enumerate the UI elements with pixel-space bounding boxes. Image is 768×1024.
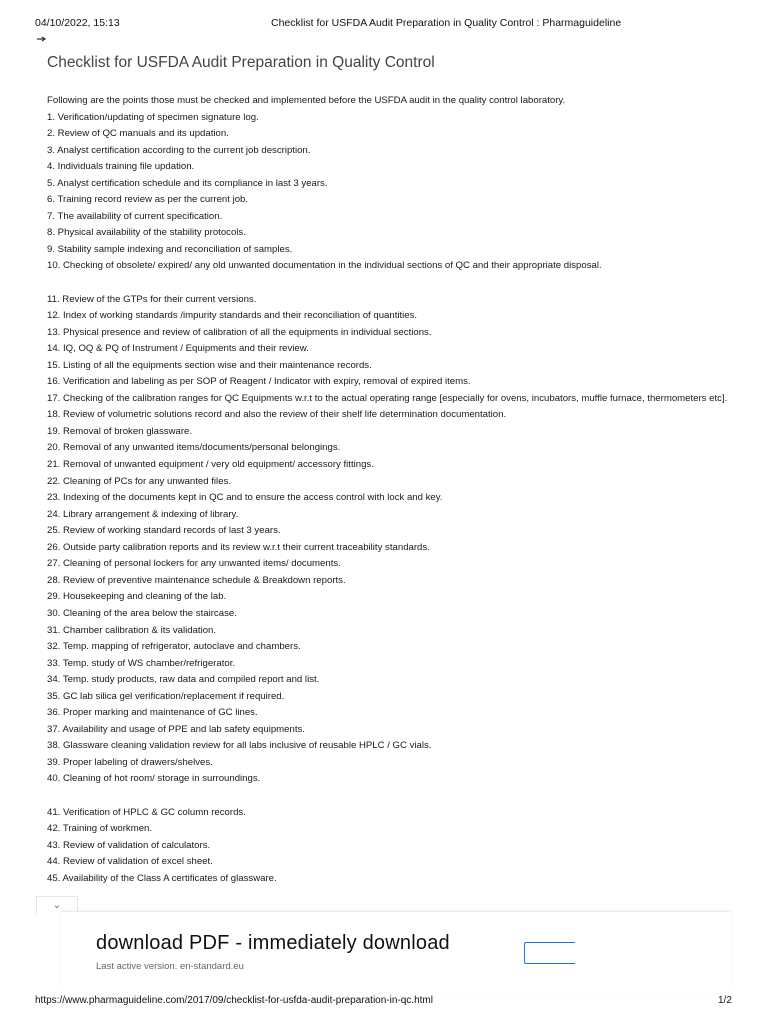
checklist-item: 11. Review of the GTPs for their current versions. <box>47 293 257 305</box>
chevron-down-icon: ⌄ <box>52 900 62 911</box>
checklist-item: 35. GC lab silica gel verification/replacement if required. <box>47 690 285 702</box>
page-number: 1/2 <box>718 995 732 1006</box>
checklist-item: 37. Availability and usage of PPE and lab safety equipments. <box>47 723 305 735</box>
checklist-item: 16. Verification and labeling as per SOP of Reagent / Indicator with expiry, removal of expired items. <box>47 376 471 388</box>
checklist-item: 9. Stability sample indexing and reconciliation of samples. <box>47 243 293 255</box>
checklist-item: 12. Index of working standards /impurity standards and their reconciliation of quantities. <box>47 310 418 322</box>
checklist-item: 33. Temp. study of WS chamber/refrigerator. <box>47 657 236 669</box>
checklist-item: 4. Individuals training file updation. <box>47 161 195 173</box>
checklist-item: 25. Review of working standard records of last 3 years. <box>47 525 281 537</box>
checklist-item: 3. Analyst certification according to the current job description. <box>47 144 311 156</box>
checklist-item: 34. Temp. study products, raw data and compiled report and list. <box>47 674 320 686</box>
ad-cta-button[interactable] <box>524 942 575 964</box>
checklist-item: 15. Listing of all the equipments section wise and their maintenance records. <box>47 359 372 371</box>
article-body <box>47 93 729 887</box>
checklist-item: 43. Review of validation of calculators. <box>47 839 211 851</box>
checklist-item: 20. Removal of any unwanted items/documents/personal belongings. <box>47 442 341 454</box>
checklist-item: 39. Proper labeling of drawers/shelves. <box>47 756 213 768</box>
checklist-item: 13. Physical presence and review of calibration of all the equipments in individual sections. <box>47 326 432 338</box>
checklist-item: 14. IQ, OQ & PQ of Instrument / Equipments and their review. <box>47 343 309 355</box>
checklist-item: 27. Cleaning of personal lockers for any unwanted items/ documents. <box>47 558 341 570</box>
checklist-item: 28. Review of preventive maintenance schedule & Breakdown reports. <box>47 574 346 586</box>
checklist-item: 5. Analyst certification schedule and its compliance in last 3 years. <box>47 177 328 189</box>
print-datetime: 04/10/2022, 15:13 <box>35 17 120 29</box>
checklist-group-1 <box>47 110 729 275</box>
checklist-item: 8. Physical availability of the stability protocols. <box>47 227 246 239</box>
checklist-item: 23. Indexing of the documents kept in QC and to ensure the access control with lock and key. <box>47 492 443 504</box>
checklist-item: 29. Housekeeping and cleaning of the lab. <box>47 591 227 603</box>
ad-subtext: Last active version. en-standard.eu <box>96 961 244 972</box>
checklist-item: 6. Training record review as per the current job. <box>47 194 249 206</box>
checklist-item: 45. Availability of the Class A certificates of glassware. <box>47 872 277 884</box>
checklist-item: 30. Cleaning of the area below the staircase. <box>47 607 237 619</box>
intro-paragraph: Following are the points those must be checked and implemented before the USFDA audit in the quality control laboratory. <box>47 95 566 106</box>
checklist-item: 40. Cleaning of hot room/ storage in surroundings. <box>47 773 261 785</box>
page-url: https://www.pharmaguideline.com/2017/09/checklist-for-usfda-audit-preparation-in-qc.html <box>35 995 433 1006</box>
checklist-item: 44. Review of validation of excel sheet. <box>47 856 213 868</box>
checklist-group-2 <box>47 292 729 788</box>
checklist-item: 10. Checking of obsolete/ expired/ any old unwanted documentation in the individual sections of QC and their appropriate disposal. <box>47 260 602 272</box>
checklist-item: 17. Checking of the calibration ranges for QC Equipments w.r.t to the actual operating range [especially for ovens, incubators, muffle furnace, thermometers etc]. <box>47 392 728 404</box>
checklist-item: 32. Temp. mapping of refrigerator, autoclave and chambers. <box>47 641 301 653</box>
checklist-item: 18. Review of volumetric solutions record and also the review of their shelf life determination documentation. <box>47 409 507 421</box>
print-footer <box>0 995 768 1009</box>
spacer <box>47 275 729 292</box>
checklist-item: 26. Outside party calibration reports and its review w.r.t their current traceability standards. <box>47 541 430 553</box>
checklist-item: 7. The availability of current specification. <box>47 210 223 222</box>
ad-banner[interactable] <box>61 911 731 992</box>
print-header <box>0 17 768 31</box>
checklist-item: 36. Proper marking and maintenance of GC lines. <box>47 707 258 719</box>
checklist-item: 2. Review of QC manuals and its updation. <box>47 128 229 140</box>
checklist-item: 21. Removal of unwanted equipment / very old equipment/ accessory fittings. <box>47 459 374 471</box>
checklist-item: 19. Removal of broken glassware. <box>47 425 193 437</box>
checklist-item: 24. Library arrangement & indexing of library. <box>47 508 239 520</box>
checklist-item: 22. Cleaning of PCs for any unwanted files. <box>47 475 231 487</box>
print-page-title: Checklist for USFDA Audit Preparation in Quality Control : Pharmaguideline <box>271 17 622 29</box>
checklist-item: 38. Glassware cleaning validation review for all labs inclusive of reusable HPLC / GC vials. <box>47 740 432 752</box>
article-title: Checklist for USFDA Audit Preparation in Quality Control <box>47 54 435 71</box>
spacer <box>47 788 729 805</box>
checklist-item: 41. Verification of HPLC & GC column records. <box>47 806 246 818</box>
ad-headline[interactable]: download PDF - immediately download <box>96 932 450 954</box>
checklist-group-3 <box>47 805 729 888</box>
checklist-item: 1. Verification/updating of specimen signature log. <box>47 111 259 123</box>
checklist-item: 42. Training of workmen. <box>47 823 153 835</box>
site-logo-icon <box>37 34 47 44</box>
checklist-item: 31. Chamber calibration & its validation. <box>47 624 217 636</box>
